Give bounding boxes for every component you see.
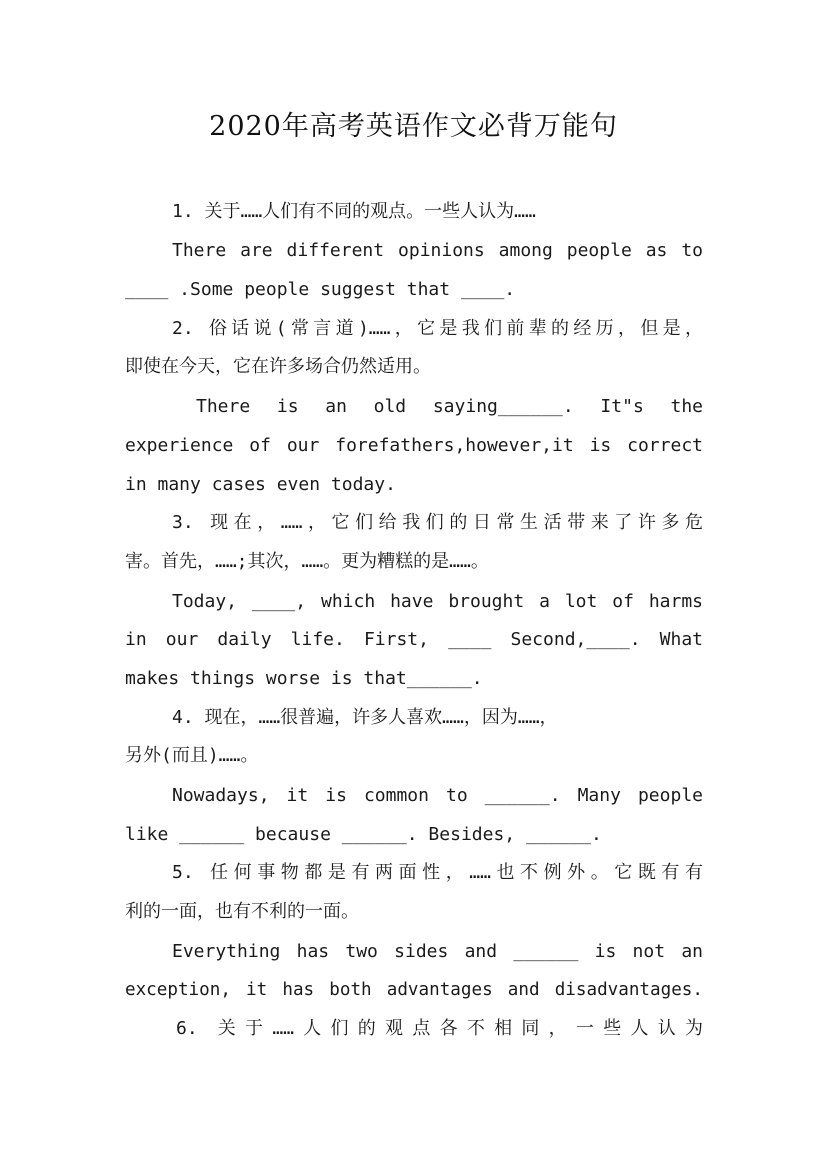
item-3-chinese-line-2: 害。首先，……;其次，……。更为糟糕的是……。 bbox=[125, 551, 489, 572]
item-4-chinese-line-2: 另外(而且)……。 bbox=[125, 745, 259, 766]
item-3-chinese-line-1: 3. 现在，……，它们给我们的日常生活带来了许多危 bbox=[172, 512, 703, 533]
item-4-chinese-line-1: 4. 现在，……很普遍，许多人喜欢……，因为……， bbox=[172, 707, 558, 728]
item-4-english-line-2: like ______ because ______. Besides, ______. bbox=[125, 824, 602, 845]
item-2-english-line-3: in many cases even today. bbox=[125, 474, 396, 495]
item-3-english-line-2: in our daily life. First, ____ Second,____. What bbox=[125, 629, 703, 650]
item-2-english-line-2: experience of our forefathers,however,it is correct bbox=[125, 435, 703, 456]
item-1-chinese: 1. 关于……人们有不同的观点。一些人认为…… bbox=[172, 201, 536, 222]
item-1-english-line-2: ____ .Some people suggest that ____. bbox=[125, 279, 516, 300]
item-5-chinese-line-1: 5. 任何事物都是有两面性，……也不例外。它既有有 bbox=[172, 862, 703, 883]
item-3-english-line-3: makes things worse is that______. bbox=[125, 668, 483, 689]
item-3-english-line-1: Today, ____, which have brought a lot of harms bbox=[172, 591, 703, 612]
item-6-chinese-line-1: 6. 关于……人们的观点各不相同，一些人认为 bbox=[176, 1018, 703, 1039]
document-title: 2020年高考英语作文必背万能句 bbox=[209, 111, 618, 142]
item-5-chinese-line-2: 利的一面，也有不利的一面。 bbox=[125, 901, 359, 922]
item-2-chinese-line-2: 即使在今天，它在许多场合仍然适用。 bbox=[125, 356, 431, 377]
item-4-english-line-1: Nowadays, it is common to ______. Many people bbox=[172, 785, 703, 806]
item-2-chinese-line-1: 2. 俗话说(常言道)……，它是我们前辈的经历，但是， bbox=[172, 318, 703, 339]
item-1-english-line-1: There are different opinions among people as to bbox=[172, 240, 703, 261]
item-2-english-line-1: There is an old saying______. It"s the bbox=[196, 396, 703, 417]
item-5-english-line-1: Everything has two sides and ______ is not an bbox=[172, 941, 703, 962]
item-5-english-line-2: exception, it has both advantages and disadvantages. bbox=[125, 980, 703, 1000]
